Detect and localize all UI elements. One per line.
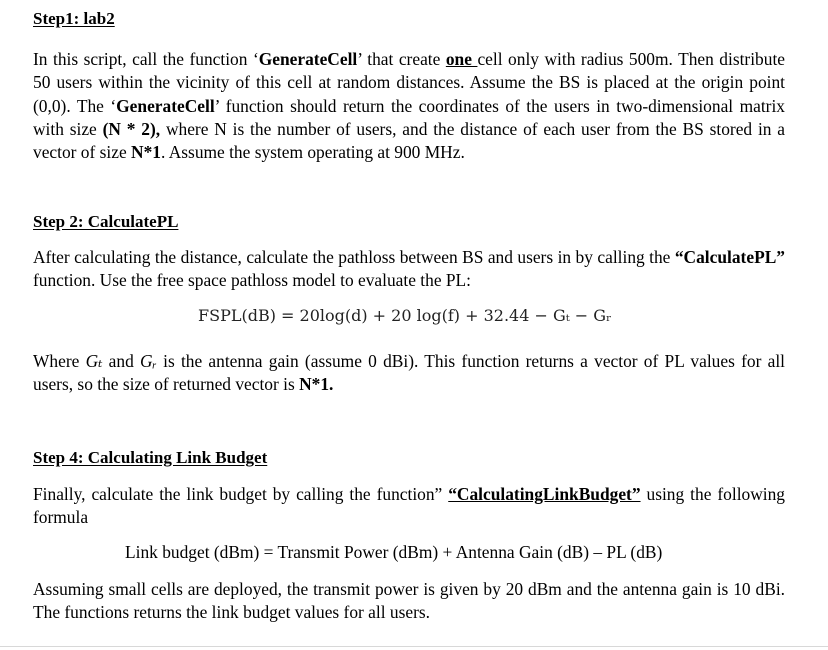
step1-text-d: ’ function should return the coordinates of the users in two-dimensional matrix with size <box>33 95 785 139</box>
step1-function-name: GenerateCell <box>258 49 358 69</box>
step2-paragraph <box>33 246 785 293</box>
step4-text-a: Finally, calculate the link budget by calling the function” <box>33 484 449 504</box>
step1-text-a: In this script, call the function ‘ <box>33 49 259 69</box>
step4-paragraph <box>33 483 785 530</box>
where-text-b: and <box>102 351 141 371</box>
step1-heading: Step1: lab2 <box>33 9 115 28</box>
step1-paragraph <box>33 48 785 164</box>
step1-text-e: where N is the number of users, and the distance of each user from the BS stored in a vector of size <box>33 118 786 163</box>
step1-text-f: . Assume the system operating at 900 MHz. <box>160 142 465 163</box>
step2-text-a: After calculating the distance, calculate the pathloss between BS and users in by calling the <box>33 247 675 267</box>
step2-heading: Step 2: CalculatePL <box>33 212 179 231</box>
where-text-c: is the antenna gain (assume 0 dBi). This function returns a vector of PL values for all users, so the size of returned vector is <box>33 351 785 395</box>
step1-matrix-size: (N * 2), <box>102 118 161 139</box>
where-vector-size: N*1. <box>299 374 334 395</box>
link-budget-formula: Link budget (dBm) = Transmit Power (dBm) + Antenna Gain (dB) – PL (dB) <box>125 542 663 562</box>
step2-text-b: function. Use the free space pathloss model to evaluate the PL: <box>33 270 472 291</box>
page-bottom-divider <box>0 646 828 647</box>
step1-one-emphasis: one <box>445 49 478 69</box>
step1-text-b: ’ that create <box>357 49 446 69</box>
step1-function-name-2: GenerateCell <box>116 95 215 116</box>
gr-symbol: Gᵣ <box>140 351 157 371</box>
gt-symbol: Gₜ <box>85 351 103 371</box>
step4-assumption-paragraph: Assuming small cells are deployed, the transmit power is given by 20 dBm and the antenna gain is 10 dBi. The functions returns the link budget values for all users. <box>33 579 785 623</box>
step1-text-c: cell only with radius 500m. Then distribute 50 users within the vicinity of this cell at random distances. Assume the BS is placed at the origin point (0,0). The ‘ <box>33 49 785 116</box>
where-text-a: Where <box>33 351 86 371</box>
step2-where-paragraph <box>33 350 785 397</box>
step4-text-b: using the following formula <box>33 484 785 528</box>
step4-function-name: “CalculatingLinkBudget” <box>448 484 641 504</box>
step1-vector-size: N*1 <box>131 142 161 163</box>
step4-heading: Step 4: Calculating Link Budget <box>33 448 268 467</box>
step2-function-name: “CalculatePL” <box>674 247 785 267</box>
fspl-formula: FSPL(dB) = 20log(d) + 20 log(f) + 32.44 − Gₜ − Gᵣ <box>198 306 612 325</box>
